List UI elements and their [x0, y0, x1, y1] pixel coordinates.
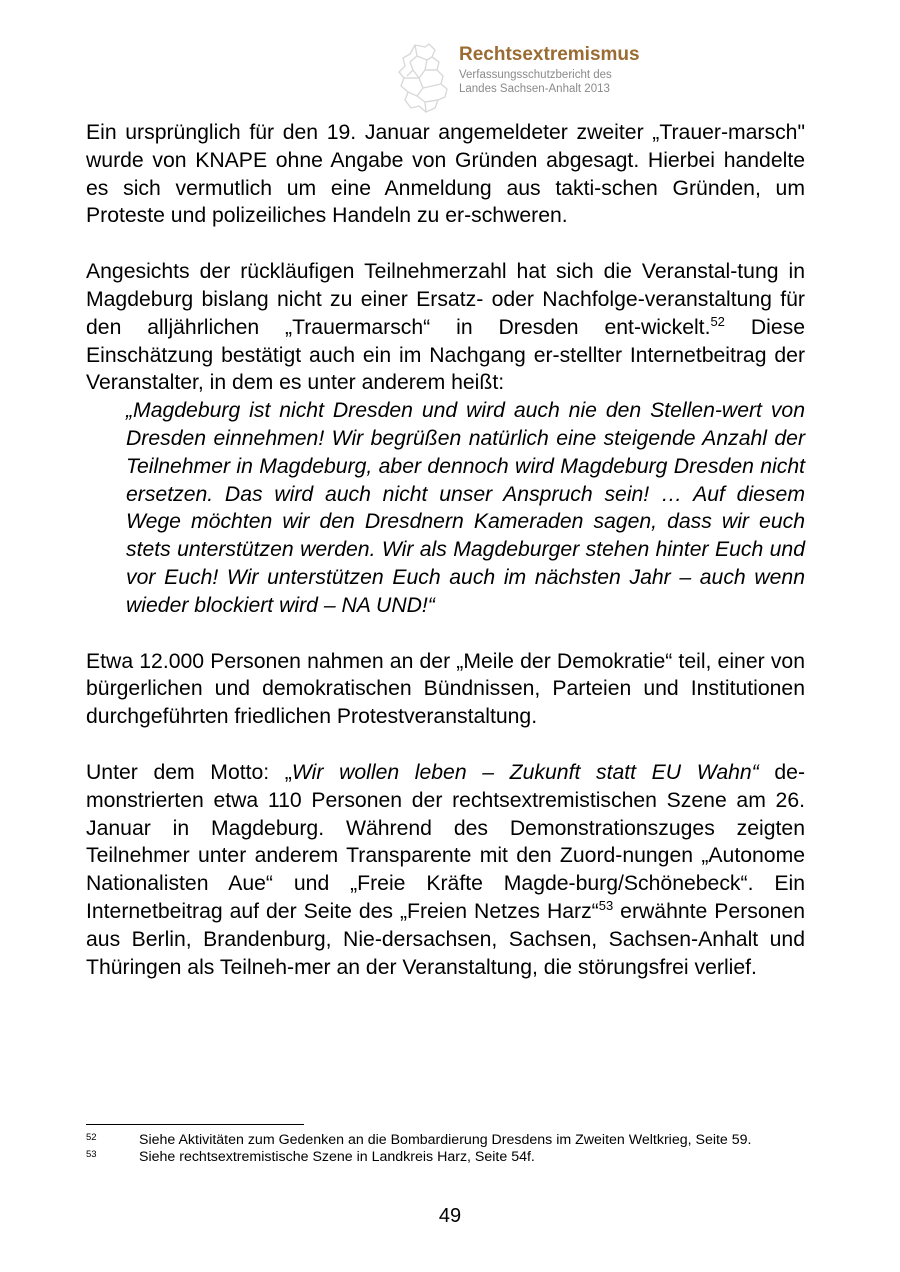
paragraph-2-text-b: Diese Einschätzung bestätigt auch ein im Nachgang er-stellter Internetbeitrag der Veranstalter, in dem es unter anderem heißt: — [86, 315, 805, 395]
footnote-text: Siehe rechtsextremistische Szene in Landkreis Harz, Seite 54f. — [139, 1149, 535, 1165]
paragraph-2-text-a: Angesichts der rückläufigen Teilnehmerzahl hat sich die Veranstal-tung in Magdeburg bislang nicht zu einer Ersatz- oder Nachfolge-veranstaltung für den alljährlichen „Trauermarsch“ in Dresden ent-wickelt. — [86, 260, 805, 339]
paragraph-1: Ein ursprünglich für den 19. Januar angemeldeter zweiter „Trauer-marsch" wurde von KNAPE ohne Angabe von Gründen abgesagt. Hierbei handelte es sich vermutlich um eine Anmeldung aus takti-schen Gründen, um Proteste und polizeiliches Handeln zu er-schweren. — [86, 121, 805, 228]
header-subtitle-line1: Verfassungsschutzbericht des — [459, 69, 612, 81]
paragraph-gap — [86, 731, 805, 759]
paragraph-4-motto: Wir wollen leben – Zukunft statt EU Wahn“ — [291, 760, 759, 784]
block-quote: „Magdeburg ist nicht Dresden und wird auch nie den Stellen-wert von Dresden einnehmen! Wir begrüßen natürlich eine steigende Anzahl der Teilnehmer in Magdeburg, aber dennoch wird Magdeburg Dresden nicht ersetzen. Das wird auch nicht unser Anspruch sein! … Auf diesem Wege möchten wir den Dresdnern Kameraden sagen, dass wir euch stets unterstützen werden. Wir als Magdeburger stehen hinter Euch und vor Euch! Wir unterstützen Euch auch im nächsten Jahr – auch wenn wieder blockiert wird – NA UND!“ — [126, 399, 805, 617]
paragraph-gap — [86, 620, 805, 648]
page-header — [395, 42, 695, 114]
footnotes — [86, 1132, 806, 1166]
header-subtitle-line2: Landes Sachsen-Anhalt 2013 — [459, 83, 610, 95]
paragraph-4 — [86, 759, 805, 981]
paragraph-2 — [86, 258, 805, 397]
paragraph-3: Etwa 12.000 Personen nahmen an der „Meile der Demokratie“ teil, einer von bürgerlichen und demokratischen Bündnissen, Parteien und Institutionen durchgeführten friedlichen Protestveranstaltung. — [86, 649, 805, 729]
sachsen-anhalt-map-icon — [395, 42, 457, 114]
footnote-ref-52[interactable]: 52 — [710, 313, 725, 329]
footnote-divider — [86, 1124, 304, 1125]
header-title: Rechtsextremismus — [459, 44, 640, 65]
paragraph-4-text-a: Unter dem Motto: „ — [86, 760, 292, 784]
footnote-ref-53[interactable]: 53 — [598, 897, 614, 913]
footnote-52 — [86, 1132, 806, 1149]
paragraph-gap — [86, 230, 805, 258]
footnote-53 — [86, 1149, 806, 1166]
footnote-number: 52 — [86, 1132, 97, 1143]
footnote-text: Siehe Aktivitäten zum Gedenken an die Bombardierung Dresdens im Zweiten Weltkrieg, Seite 59. — [139, 1132, 752, 1148]
main-content — [86, 119, 805, 981]
paragraph-4-text-b: de-monstrierten etwa 110 Personen der rechtsextremistischen Szene am 26. Januar in Magdeburg. Während des Demonstrationszuges zeigten Teilnehmer unter anderem Transparente mit den Zuord-nungen „Autonome Nationalisten Aue“ und „Freie Kräfte Magde-burg/Schönebeck“. Ein Internetbeitrag auf der Seite des „Freien Netzes Harz“ — [86, 760, 806, 923]
paragraph-4-text-c: erwähnte Personen aus Berlin, Brandenburg, Nie-dersachsen, Sachsen, Sachsen-Anhalt und Thüringen als Teilneh-mer an der Veranstaltung, die störungsfrei verlief. — [86, 899, 805, 979]
page-number: 49 — [438, 1205, 462, 1227]
footnote-number: 53 — [86, 1149, 97, 1160]
